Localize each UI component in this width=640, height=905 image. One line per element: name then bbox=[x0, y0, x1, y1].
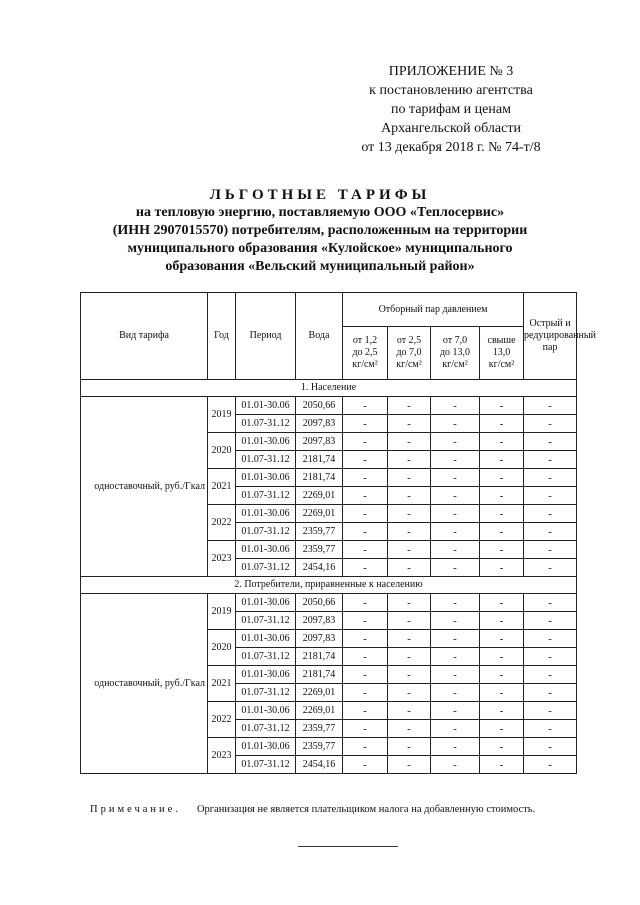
year-cell: 2020 bbox=[208, 433, 236, 469]
empty-value-cell: - bbox=[343, 541, 388, 559]
empty-value-cell: - bbox=[524, 648, 577, 666]
empty-value-cell: - bbox=[431, 756, 480, 774]
period-cell: 01.01-30.06 bbox=[236, 666, 296, 684]
appendix-number: ПРИЛОЖЕНИЕ № 3 bbox=[388, 64, 514, 79]
empty-value-cell: - bbox=[388, 541, 431, 559]
period-cell: 01.01-30.06 bbox=[236, 469, 296, 487]
water-value-cell: 2097,83 bbox=[296, 612, 343, 630]
empty-value-cell: - bbox=[480, 738, 524, 756]
empty-value-cell: - bbox=[431, 469, 480, 487]
empty-value-cell: - bbox=[524, 505, 577, 523]
empty-value-cell: - bbox=[480, 397, 524, 415]
header-steam-3 bbox=[431, 327, 480, 380]
empty-value-cell: - bbox=[480, 487, 524, 505]
empty-value-cell: - bbox=[480, 559, 524, 577]
period-cell: 01.07-31.12 bbox=[236, 684, 296, 702]
empty-value-cell: - bbox=[343, 523, 388, 541]
water-value-cell: 2454,16 bbox=[296, 756, 343, 774]
empty-value-cell: - bbox=[480, 702, 524, 720]
water-value-cell: 2097,83 bbox=[296, 630, 343, 648]
empty-value-cell: - bbox=[524, 541, 577, 559]
year-cell: 2022 bbox=[208, 702, 236, 738]
empty-value-cell: - bbox=[343, 630, 388, 648]
water-value-cell: 2181,74 bbox=[296, 451, 343, 469]
period-cell: 01.07-31.12 bbox=[236, 612, 296, 630]
title-line: (ИНН 2907015570) потребителям, расположенным на территории bbox=[112, 223, 528, 238]
empty-value-cell: - bbox=[480, 630, 524, 648]
year-cell: 2022 bbox=[208, 505, 236, 541]
empty-value-cell: - bbox=[524, 720, 577, 738]
empty-value-cell: - bbox=[524, 702, 577, 720]
empty-value-cell: - bbox=[343, 594, 388, 612]
empty-value-cell: - bbox=[480, 648, 524, 666]
water-value-cell: 2269,01 bbox=[296, 702, 343, 720]
period-cell: 01.01-30.06 bbox=[236, 702, 296, 720]
empty-value-cell: - bbox=[480, 720, 524, 738]
header-sub-line: кг/см² bbox=[352, 359, 378, 371]
empty-value-cell: - bbox=[480, 433, 524, 451]
empty-value-cell: - bbox=[480, 541, 524, 559]
empty-value-cell: - bbox=[343, 648, 388, 666]
period-cell: 01.07-31.12 bbox=[236, 415, 296, 433]
empty-value-cell: - bbox=[431, 541, 480, 559]
table-body bbox=[81, 380, 577, 774]
water-value-cell: 2097,83 bbox=[296, 415, 343, 433]
empty-value-cell: - bbox=[524, 630, 577, 648]
empty-value-cell: - bbox=[388, 397, 431, 415]
empty-value-cell: - bbox=[388, 594, 431, 612]
empty-value-cell: - bbox=[343, 756, 388, 774]
header-sharp-line: Острый и bbox=[529, 318, 571, 329]
period-cell: 01.01-30.06 bbox=[236, 397, 296, 415]
period-cell: 01.01-30.06 bbox=[236, 433, 296, 451]
empty-value-cell: - bbox=[388, 666, 431, 684]
period-cell: 01.01-30.06 bbox=[236, 738, 296, 756]
header-sub-line: кг/см² bbox=[442, 359, 468, 371]
period-cell: 01.07-31.12 bbox=[236, 756, 296, 774]
water-value-cell: 2454,16 bbox=[296, 559, 343, 577]
empty-value-cell: - bbox=[388, 648, 431, 666]
water-value-cell: 2269,01 bbox=[296, 505, 343, 523]
empty-value-cell: - bbox=[388, 756, 431, 774]
empty-value-cell: - bbox=[480, 666, 524, 684]
year-cell: 2021 bbox=[208, 666, 236, 702]
empty-value-cell: - bbox=[343, 433, 388, 451]
water-value-cell: 2050,66 bbox=[296, 594, 343, 612]
water-value-cell: 2097,83 bbox=[296, 433, 343, 451]
header-sub-line: 13,0 bbox=[492, 347, 511, 359]
empty-value-cell: - bbox=[388, 559, 431, 577]
water-value-cell: 2269,01 bbox=[296, 684, 343, 702]
empty-value-cell: - bbox=[343, 451, 388, 469]
header-sharp-steam bbox=[524, 293, 596, 380]
appendix-date: от 13 декабря 2018 г. № 74-т/8 bbox=[361, 140, 541, 155]
header-steam-2 bbox=[388, 327, 431, 380]
empty-value-cell: - bbox=[343, 559, 388, 577]
section-header: 1. Население bbox=[81, 380, 577, 397]
empty-value-cell: - bbox=[431, 397, 480, 415]
empty-value-cell: - bbox=[431, 684, 480, 702]
footnote bbox=[90, 804, 600, 815]
empty-value-cell: - bbox=[388, 738, 431, 756]
empty-value-cell: - bbox=[343, 666, 388, 684]
header-tariff-type: Вид тарифа bbox=[81, 293, 208, 380]
empty-value-cell: - bbox=[431, 720, 480, 738]
empty-value-cell: - bbox=[431, 433, 480, 451]
water-value-cell: 2181,74 bbox=[296, 666, 343, 684]
header-steam: Отборный пар давлением bbox=[343, 293, 524, 327]
footnote-label: Примечание. bbox=[90, 804, 181, 815]
empty-value-cell: - bbox=[388, 433, 431, 451]
period-cell: 01.01-30.06 bbox=[236, 594, 296, 612]
year-cell: 2021 bbox=[208, 469, 236, 505]
period-cell: 01.07-31.12 bbox=[236, 648, 296, 666]
year-cell: 2023 bbox=[208, 541, 236, 577]
year-cell: 2019 bbox=[208, 397, 236, 433]
title-main: ЛЬГОТНЫЕ ТАРИФЫ bbox=[209, 187, 431, 203]
empty-value-cell: - bbox=[388, 630, 431, 648]
header-sub-line: до 7,0 bbox=[396, 347, 422, 359]
empty-value-cell: - bbox=[388, 684, 431, 702]
appendix-line: к постановлению агентства bbox=[369, 83, 533, 98]
empty-value-cell: - bbox=[480, 505, 524, 523]
period-cell: 01.01-30.06 bbox=[236, 630, 296, 648]
empty-value-cell: - bbox=[388, 702, 431, 720]
empty-value-cell: - bbox=[480, 684, 524, 702]
document-title bbox=[70, 186, 570, 276]
header-sub-line: свыше bbox=[487, 335, 516, 347]
empty-value-cell: - bbox=[343, 702, 388, 720]
period-cell: 01.01-30.06 bbox=[236, 505, 296, 523]
header-sharp-line: пар bbox=[542, 342, 558, 353]
header-period: Период bbox=[236, 293, 296, 380]
period-cell: 01.07-31.12 bbox=[236, 720, 296, 738]
year-cell: 2020 bbox=[208, 630, 236, 666]
appendix-line: Архангельской области bbox=[381, 121, 521, 136]
empty-value-cell: - bbox=[343, 415, 388, 433]
water-value-cell: 2359,77 bbox=[296, 523, 343, 541]
empty-value-cell: - bbox=[431, 487, 480, 505]
header-sub-line: от 1,2 bbox=[352, 335, 378, 347]
water-value-cell: 2050,66 bbox=[296, 397, 343, 415]
empty-value-cell: - bbox=[388, 487, 431, 505]
empty-value-cell: - bbox=[343, 397, 388, 415]
empty-value-cell: - bbox=[524, 415, 577, 433]
empty-value-cell: - bbox=[343, 487, 388, 505]
period-cell: 01.07-31.12 bbox=[236, 451, 296, 469]
water-value-cell: 2359,77 bbox=[296, 738, 343, 756]
water-value-cell: 2359,77 bbox=[296, 541, 343, 559]
empty-value-cell: - bbox=[388, 612, 431, 630]
empty-value-cell: - bbox=[480, 756, 524, 774]
empty-value-cell: - bbox=[343, 738, 388, 756]
empty-value-cell: - bbox=[388, 415, 431, 433]
empty-value-cell: - bbox=[343, 720, 388, 738]
empty-value-cell: - bbox=[524, 523, 577, 541]
empty-value-cell: - bbox=[431, 666, 480, 684]
empty-value-cell: - bbox=[480, 469, 524, 487]
appendix-line: по тарифам и ценам bbox=[391, 102, 511, 117]
header-year: Год bbox=[208, 293, 236, 380]
empty-value-cell: - bbox=[524, 756, 577, 774]
water-value-cell: 2181,74 bbox=[296, 469, 343, 487]
header-sub-line: до 2,5 bbox=[352, 347, 378, 359]
empty-value-cell: - bbox=[524, 738, 577, 756]
header-water: Вода bbox=[296, 293, 343, 380]
empty-value-cell: - bbox=[343, 469, 388, 487]
empty-value-cell: - bbox=[524, 666, 577, 684]
empty-value-cell: - bbox=[431, 505, 480, 523]
empty-value-cell: - bbox=[480, 523, 524, 541]
empty-value-cell: - bbox=[388, 523, 431, 541]
header-sub-line: кг/см² bbox=[396, 359, 422, 371]
empty-value-cell: - bbox=[343, 612, 388, 630]
section-header: 2. Потребители, приравненные к населению bbox=[81, 577, 577, 594]
header-sub-line: от 2,5 bbox=[396, 335, 422, 347]
empty-value-cell: - bbox=[524, 594, 577, 612]
empty-value-cell: - bbox=[431, 415, 480, 433]
empty-value-cell: - bbox=[431, 523, 480, 541]
empty-value-cell: - bbox=[524, 559, 577, 577]
title-line: муниципального образования «Кулойское» муниципального bbox=[127, 241, 513, 256]
year-cell: 2019 bbox=[208, 594, 236, 630]
tariff-type-cell: одноставочный, руб./Гкал bbox=[81, 397, 208, 577]
empty-value-cell: - bbox=[524, 684, 577, 702]
table-row bbox=[81, 397, 577, 415]
header-steam-1 bbox=[343, 327, 388, 380]
empty-value-cell: - bbox=[524, 397, 577, 415]
empty-value-cell: - bbox=[431, 451, 480, 469]
tariff-table bbox=[80, 292, 596, 774]
empty-value-cell: - bbox=[431, 648, 480, 666]
empty-value-cell: - bbox=[388, 469, 431, 487]
empty-value-cell: - bbox=[388, 720, 431, 738]
header-steam-4 bbox=[480, 327, 524, 380]
year-cell: 2023 bbox=[208, 738, 236, 774]
empty-value-cell: - bbox=[524, 451, 577, 469]
header-sub-line: до 13,0 bbox=[439, 347, 471, 359]
empty-value-cell: - bbox=[343, 505, 388, 523]
empty-value-cell: - bbox=[431, 594, 480, 612]
appendix-block bbox=[336, 62, 566, 157]
empty-value-cell: - bbox=[480, 594, 524, 612]
bottom-divider bbox=[298, 846, 398, 847]
header-sub-line: кг/см² bbox=[488, 359, 515, 371]
header-sub-line: от 7,0 bbox=[442, 335, 468, 347]
footnote-text: Организация не является плательщиком налога на добавленную стоимость. bbox=[196, 804, 536, 815]
period-cell: 01.07-31.12 bbox=[236, 487, 296, 505]
empty-value-cell: - bbox=[431, 612, 480, 630]
table-row bbox=[81, 594, 577, 612]
water-value-cell: 2269,01 bbox=[296, 487, 343, 505]
empty-value-cell: - bbox=[388, 451, 431, 469]
empty-value-cell: - bbox=[524, 433, 577, 451]
tariff-type-cell: одноставочный, руб./Гкал bbox=[81, 594, 208, 774]
empty-value-cell: - bbox=[480, 415, 524, 433]
water-value-cell: 2181,74 bbox=[296, 648, 343, 666]
period-cell: 01.07-31.12 bbox=[236, 523, 296, 541]
title-line: на тепловую энергию, поставляемую ООО «Теплосервис» bbox=[135, 205, 505, 220]
empty-value-cell: - bbox=[480, 451, 524, 469]
empty-value-cell: - bbox=[480, 612, 524, 630]
empty-value-cell: - bbox=[431, 702, 480, 720]
empty-value-cell: - bbox=[524, 469, 577, 487]
empty-value-cell: - bbox=[431, 738, 480, 756]
empty-value-cell: - bbox=[431, 630, 480, 648]
empty-value-cell: - bbox=[431, 559, 480, 577]
empty-value-cell: - bbox=[524, 487, 577, 505]
period-cell: 01.01-30.06 bbox=[236, 541, 296, 559]
period-cell: 01.07-31.12 bbox=[236, 559, 296, 577]
empty-value-cell: - bbox=[524, 612, 577, 630]
title-line: образования «Вельский муниципальный район» bbox=[165, 259, 475, 274]
water-value-cell: 2359,77 bbox=[296, 720, 343, 738]
header-sharp-line: редуцированный bbox=[524, 330, 596, 341]
empty-value-cell: - bbox=[388, 505, 431, 523]
empty-value-cell: - bbox=[343, 684, 388, 702]
